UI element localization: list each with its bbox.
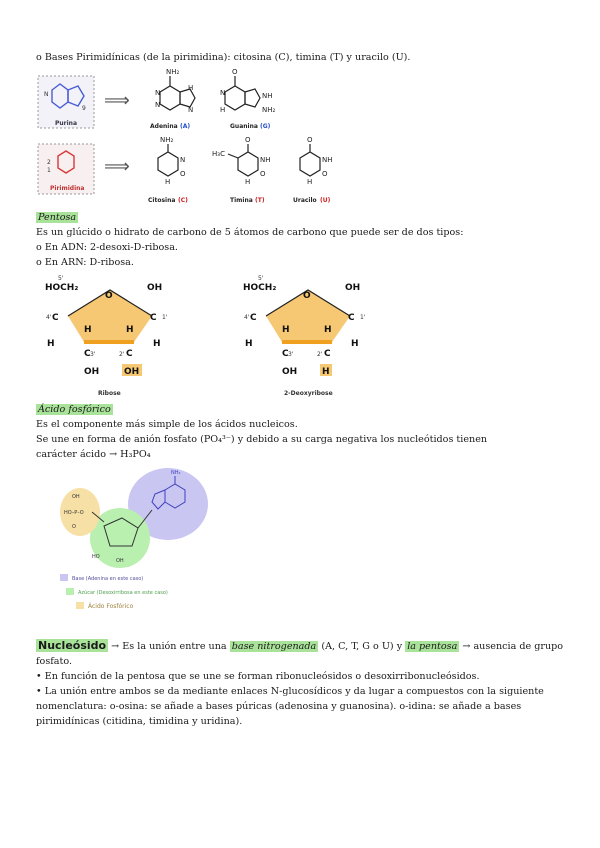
svg-text:2': 2' <box>119 351 125 358</box>
base-term: base nitrogenada <box>231 641 317 652</box>
svg-text:NH: NH <box>262 92 273 100</box>
timina-structure <box>212 136 271 186</box>
legend-acid: Ácido Fosfórico <box>88 603 134 610</box>
svg-text:NH₂: NH₂ <box>262 106 276 114</box>
svg-text:N: N <box>155 89 161 97</box>
svg-text:C: C <box>52 313 59 323</box>
svg-text:OH: OH <box>72 494 80 500</box>
svg-text:C: C <box>84 349 91 359</box>
bases-heading: o Bases Pirimidínicas (de la pirimidina): citosina (C), timina (T) y uracilo (U). <box>36 52 411 63</box>
ribose-structure <box>45 275 168 377</box>
timina-label: Timina <box>230 197 253 204</box>
svg-text:9: 9 <box>82 105 86 112</box>
svg-text:HOCH₂: HOCH₂ <box>243 283 277 293</box>
purina-label: Purina <box>55 120 78 127</box>
deoxyribose-label: 2-Deoxyribose <box>284 390 333 397</box>
svg-text:H: H <box>84 325 92 335</box>
ribose-label: Ribose <box>98 390 121 397</box>
svg-text:1': 1' <box>162 314 168 321</box>
guanina-label: Guanina <box>230 123 258 130</box>
nucleotide-figure <box>0 462 600 612</box>
svg-text:NH₂: NH₂ <box>160 136 174 144</box>
svg-text:3': 3' <box>288 351 294 358</box>
acido-line3: carácter ácido → H₃PO₄ <box>36 449 151 460</box>
svg-text:3': 3' <box>90 351 96 358</box>
svg-text:OH: OH <box>345 283 361 293</box>
svg-text:4': 4' <box>46 314 52 321</box>
nucleosido-line2: fosfato. <box>36 656 73 667</box>
svg-text:5': 5' <box>258 275 264 282</box>
pentosa-title: Pentosa <box>38 212 77 223</box>
svg-text:1': 1' <box>360 314 366 321</box>
legend-acid-swatch <box>76 602 84 609</box>
adenina-code: (A) <box>180 123 191 130</box>
svg-text:H: H <box>47 339 55 349</box>
pentosa-line1: Es un glúcido o hidrato de carbono de 5 átomos de carbono que puede ser de dos tipos: <box>36 227 464 238</box>
uracilo-structure <box>300 136 333 186</box>
svg-text:O: O <box>232 68 238 76</box>
adenina-structure <box>155 68 195 114</box>
svg-text:N: N <box>155 101 161 109</box>
svg-text:OH: OH <box>282 367 298 377</box>
svg-text:C: C <box>348 313 355 323</box>
nucleosido-title: Nucleósido <box>38 639 107 652</box>
svg-text:H: H <box>126 325 134 335</box>
svg-text:N: N <box>220 89 226 97</box>
svg-text:HO–P–O: HO–P–O <box>64 510 84 516</box>
svg-text:H: H <box>351 339 359 349</box>
svg-text:H: H <box>165 178 171 186</box>
svg-text:OH: OH <box>147 283 163 293</box>
svg-text:C: C <box>126 349 133 359</box>
svg-text:C: C <box>282 349 289 359</box>
legend-base: Base (Adenina en este caso) <box>72 576 144 582</box>
svg-text:H₃C: H₃C <box>212 150 225 158</box>
nucleosido-line1: Nucleósido → Es la unión entre una base nitrogenada (A, C, T, G o U) y la pentosa → ausencia de grupo <box>38 639 564 652</box>
svg-text:H: H <box>220 106 226 114</box>
svg-text:2: 2 <box>47 159 51 166</box>
svg-text:H: H <box>307 178 313 186</box>
svg-text:H: H <box>322 367 330 377</box>
pentosa-line2: o En ADN: 2-desoxi-D-ribosa. <box>36 242 178 253</box>
nucleosido-bullet1: • En función de la pentosa que se une se forman ribonucleósidos o desoxirribonucleósidos. <box>36 671 480 682</box>
arrow-icon: ⟹ <box>104 156 130 177</box>
svg-text:H: H <box>324 325 332 335</box>
svg-text:H: H <box>153 339 161 349</box>
uracilo-label: Uracilo <box>293 197 317 204</box>
citosina-code: (C) <box>178 197 188 204</box>
svg-text:C: C <box>324 349 331 359</box>
svg-text:OH: OH <box>84 367 100 377</box>
svg-text:H: H <box>245 339 253 349</box>
svg-text:NH₂: NH₂ <box>171 470 181 476</box>
citosina-structure <box>158 136 186 186</box>
legend-sugar: Azúcar (Desoxirribosa en este caso) <box>78 590 168 596</box>
svg-text:5': 5' <box>58 275 64 282</box>
nucleosido-bullet2c: pirimidínicas (citidina, timidina y uridina). <box>36 716 243 727</box>
pirimidina-label: Pirimidina <box>50 185 85 192</box>
svg-text:NH₂: NH₂ <box>166 68 180 76</box>
svg-text:OH: OH <box>116 558 124 564</box>
svg-text:H: H <box>188 84 194 92</box>
guanina-structure <box>220 68 276 114</box>
svg-text:HO: HO <box>92 554 100 560</box>
nucleosido-bullet2: • La unión entre ambos se da mediante enlaces N-glucosídicos y da lugar a compuestos con la siguiente <box>36 686 544 697</box>
svg-text:O: O <box>105 291 113 301</box>
svg-text:C: C <box>150 313 157 323</box>
uracilo-code: (U) <box>320 197 331 204</box>
citosina-label: Citosina <box>148 197 176 204</box>
timina-code: (T) <box>255 197 265 204</box>
svg-text:O: O <box>72 524 76 530</box>
nucleosido-bullet2b: nomenclatura: o-osina: se añade a bases púricas (adenosina y guanosina). o-idina: se añade a bases <box>36 701 522 712</box>
svg-text:O: O <box>260 170 266 178</box>
sugars-figure <box>0 270 600 400</box>
svg-text:1: 1 <box>47 167 51 174</box>
svg-text:N: N <box>44 91 49 98</box>
svg-text:NH: NH <box>260 156 271 164</box>
svg-text:O: O <box>322 170 328 178</box>
svg-text:N: N <box>188 106 194 114</box>
pentosa-line3: o En ARN: D-ribosa. <box>36 257 134 268</box>
svg-text:O: O <box>307 136 313 144</box>
bases-figure <box>0 62 600 272</box>
svg-text:O: O <box>180 170 186 178</box>
svg-text:H: H <box>282 325 290 335</box>
svg-text:HOCH₂: HOCH₂ <box>45 283 79 293</box>
svg-text:2': 2' <box>317 351 323 358</box>
pentosa-term: la pentosa <box>407 641 458 652</box>
guanina-code: (G) <box>260 123 271 130</box>
legend-base-swatch <box>60 574 68 581</box>
legend-sugar-swatch <box>66 588 74 595</box>
acido-line2: Se une en forma de anión fosfato (PO₄³⁻) y debido a su carga negativa los nucleótidos tienen <box>36 434 488 445</box>
acido-title: Ácido fosfórico <box>38 404 111 415</box>
svg-text:O: O <box>303 291 311 301</box>
arrow-icon: ⟹ <box>104 90 130 111</box>
deoxyribose-structure <box>243 275 366 377</box>
svg-text:C: C <box>250 313 257 323</box>
svg-text:4': 4' <box>244 314 250 321</box>
acido-line1: Es el componente más simple de los ácidos nucleicos. <box>36 419 298 430</box>
adenina-label: Adenina <box>150 123 178 130</box>
svg-text:OH: OH <box>124 367 140 377</box>
svg-text:N: N <box>180 156 186 164</box>
svg-text:O: O <box>245 136 251 144</box>
svg-text:NH: NH <box>322 156 333 164</box>
svg-text:H: H <box>245 178 251 186</box>
